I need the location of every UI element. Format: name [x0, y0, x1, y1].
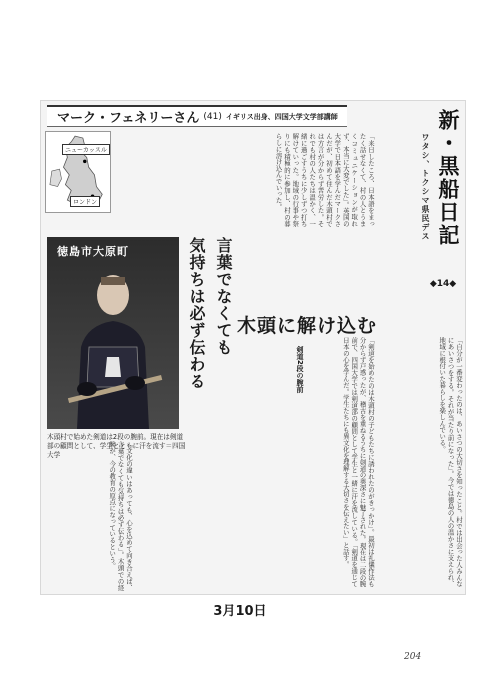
- person-name: マーク・フェネリーさん: [57, 111, 200, 126]
- headline: 木頭に解け込む: [237, 315, 378, 337]
- newspaper-clipping: [40, 100, 466, 595]
- person-age: (41): [203, 111, 222, 122]
- series-subtitle: ワタシ、トクシマ県民デス: [421, 133, 430, 241]
- person-name-bar: [47, 105, 347, 127]
- article-column-c: 「剣道を始めたのは木頭村の子どもたちに誘われたのがきっかけ」。最初は礼儀作法も分からず戸惑ったが、稽古を重ねるうちに剣道の奥深さに魅了された。現在は二段の腕前で、四国大学では剣道部の顧問として学生と一緒に汗を流している。「剣道を通じて日本の心を学んだ。学生たちにも異文化を理解する大切さを伝えたい」と話す。: [341, 337, 375, 587]
- series-title: 新・黒船日記: [436, 109, 461, 247]
- article-column-a: 「来日したころ、日本語をまったく話せなくて、村の人とうまくコミュニケーションが取れず、本当に大変でした」。英国の大学で日本語を学んだマークさんだが、初めて住んだ木頭村では方言が分からず苦労した。それでも村の人たちは温かく、一緒に過ごすうちに少しずつ打ち解けていった。地域の行事や祭りにも積極的に参加し、村の暮らしに溶け込んでいった。: [274, 133, 375, 227]
- page-number: 204: [404, 652, 422, 662]
- map-label-london: ロンドン: [70, 196, 100, 207]
- person-description: イギリス出身、四国大学文学部講師: [225, 112, 338, 121]
- article-column-d: 「自分が一番変わったのは、あいさつの大切さを知ったこと。村では出会った人みんなにあいさつをする。それが当たり前になった」。今では徳島の人の温かさに支えられ、地域に根付いた暮らしを楽しんでいる。: [438, 337, 463, 587]
- map-label-newcastle: ニューカッスル: [62, 144, 110, 155]
- series-number: ◆14◆: [429, 279, 457, 289]
- article-column-b: 「文化の違いはあっても、心を込めて向き合えば、言葉でなくても気持ちは必ず伝わる」。木頭での経験が、今の教育の原点になっているという。: [108, 441, 133, 591]
- photo-caption: 木頭村で始めた剣道は2段の腕前。現在は剣道部の顧問として、学生とともに汗を流す＝四国大学: [47, 433, 186, 459]
- section-label: 剣道2段の腕前: [293, 343, 305, 396]
- uk-map: [45, 131, 111, 213]
- subheadline-line-2: 気持ちは必ず伝わる: [187, 237, 206, 390]
- publication-date: 3月10日: [213, 604, 267, 619]
- subheadline-line-1: 言葉でなくても: [214, 237, 233, 356]
- photo-location-label: 徳島市大原町: [57, 245, 129, 258]
